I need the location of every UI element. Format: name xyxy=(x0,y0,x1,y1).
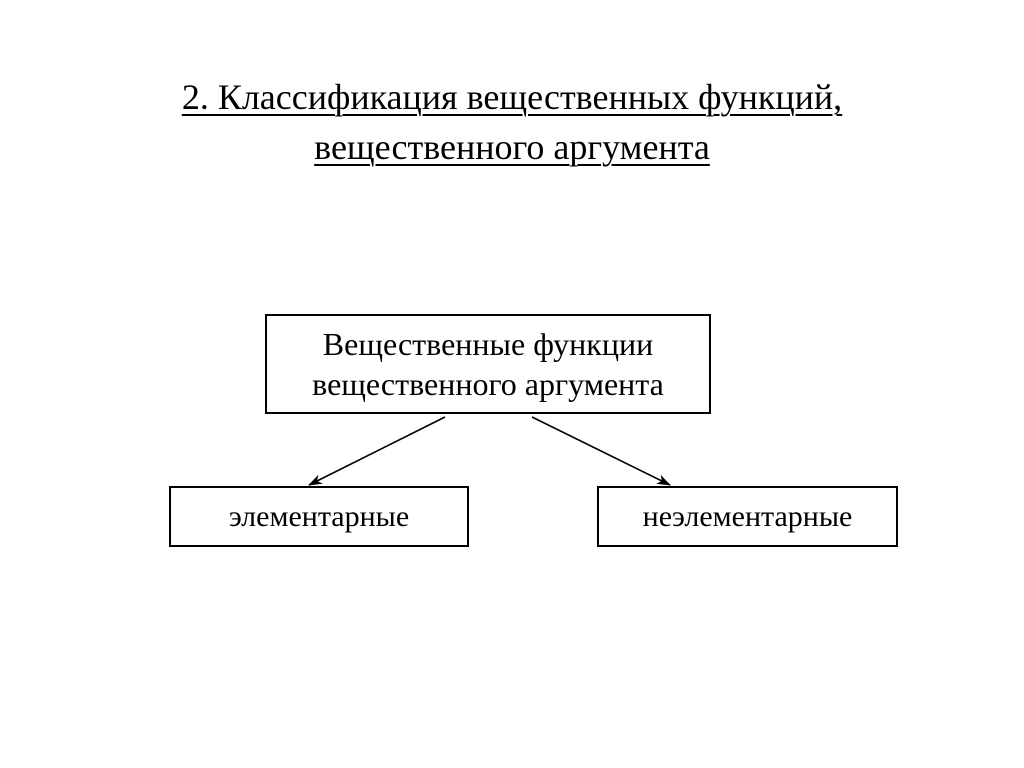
slide-title-line-2: вещественного аргумента xyxy=(314,127,710,167)
slide-title xyxy=(0,72,1024,172)
slide-title-line-1: 2. Классификация вещественных функций, xyxy=(181,77,843,117)
root-node-line-2: вещественного аргумента xyxy=(312,366,664,402)
elementary-node-box xyxy=(169,486,469,547)
arrow-to-nonelementary xyxy=(532,417,670,485)
elementary-node-label: элементарные xyxy=(228,499,410,533)
arrow-to-elementary xyxy=(309,417,445,485)
nonelementary-node-box xyxy=(597,486,898,547)
root-node-line-1: Вещественные функции xyxy=(322,326,654,362)
root-node-box xyxy=(265,314,711,414)
nonelementary-node-label: неэлементарные xyxy=(642,499,853,533)
